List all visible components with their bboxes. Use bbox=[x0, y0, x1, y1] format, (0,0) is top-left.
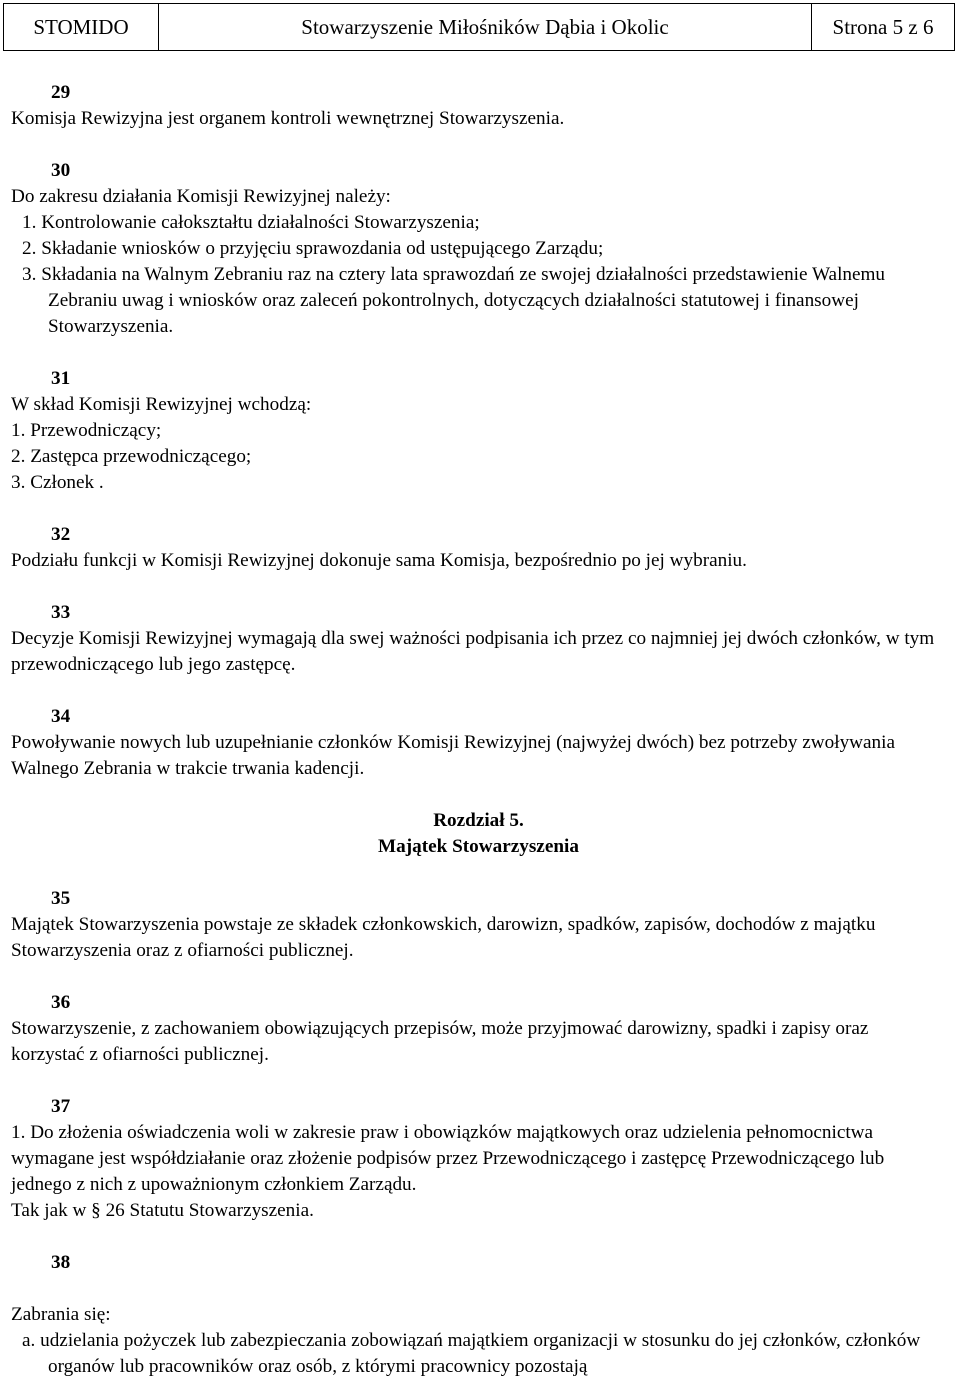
spacer bbox=[11, 1276, 946, 1302]
section-32-text: Podziału funkcji w Komisji Rewizyjnej dokonuje sama Komisja, bezpośrednio po jej wybraniu. bbox=[11, 550, 747, 571]
section-35-number: 35 bbox=[51, 888, 71, 909]
header-organization-name: Stowarzyszenie Miłośników Dąbia i Okolic bbox=[159, 4, 812, 50]
section-30-number: 30 bbox=[51, 160, 71, 181]
section-31-intro: W skład Komisji Rewizyjnej wchodzą: bbox=[11, 394, 312, 415]
header-page-number: Strona 5 z 6 bbox=[832, 14, 934, 39]
document-body bbox=[11, 80, 946, 1380]
section-38-item-a: a. udzielania pożyczek lub zabezpieczania zobowiązań majątkiem organizacji w stosunku do jej członków, członków organów lub pracowników oraz osób, z którymi pracownicy pozostają bbox=[22, 1330, 921, 1377]
section-29-number: 29 bbox=[51, 82, 71, 103]
section-37-note: Tak jak w § 26 Statutu Stowarzyszenia. bbox=[11, 1200, 314, 1221]
section-33-number: 33 bbox=[51, 602, 71, 623]
section-31-number: 31 bbox=[51, 368, 71, 389]
section-36-number: 36 bbox=[51, 992, 71, 1013]
section-38-intro: Zabrania się: bbox=[11, 1304, 111, 1325]
section-31-item-2: 2. Zastępca przewodniczącego; bbox=[11, 446, 252, 467]
section-34-text: Powoływanie nowych lub uzupełnianie członków Komisji Rewizyjnej (najwyżej dwóch) bez potrzeby zwoływania Walnego Zebrania w trakcie trwania kadencji. bbox=[11, 732, 895, 779]
section-34-number: 34 bbox=[51, 706, 71, 727]
section-35-text: Majątek Stowarzyszenia powstaje ze składek członkowskich, darowizn, spadków, zapisów, dochodów z majątku Stowarzyszenia oraz z ofiarności publicznej. bbox=[11, 914, 876, 961]
section-37-number: 37 bbox=[51, 1096, 71, 1117]
section-33-text: Decyzje Komisji Rewizyjnej wymagają dla swej ważności podpisania ich przez co najmniej jej dwóch członków, w tym przewodniczącego lub jego zastępcę. bbox=[11, 628, 935, 675]
chapter-title: Majątek Stowarzyszenia bbox=[378, 836, 579, 857]
spacer bbox=[11, 782, 946, 808]
header-acronym: STOMIDO bbox=[4, 4, 159, 50]
section-31-item-3: 3. Członek . bbox=[11, 472, 104, 493]
section-31-item-1: 1. Przewodniczący; bbox=[11, 420, 162, 441]
section-37-text: 1. Do złożenia oświadczenia woli w zakresie praw i obowiązków majątkowych oraz udzielenia pełnomocnictwa wymagane jest współdziałanie oraz złożenie podpisów przez Przewodniczącego i zastępcę Przewodniczącego lub jednego z nich z upoważnionym członkiem Zarządu. bbox=[11, 1122, 885, 1195]
section-32-number: 32 bbox=[51, 524, 71, 545]
section-30-item-1: 1. Kontrolowanie całokształtu działalności Stowarzyszenia; bbox=[22, 212, 480, 233]
section-29-text: Komisja Rewizyjna jest organem kontroli wewnętrznej Stowarzyszenia. bbox=[11, 108, 565, 129]
section-36-text: Stowarzyszenie, z zachowaniem obowiązujących przepisów, może przyjmować darowizny, spadki i zapisy oraz korzystać z ofiarności publicznej. bbox=[11, 1018, 869, 1065]
page-header bbox=[3, 3, 955, 51]
chapter-label: Rozdział 5. bbox=[433, 810, 524, 831]
section-38-number: 38 bbox=[51, 1252, 71, 1273]
section-30-intro: Do zakresu działania Komisji Rewizyjnej należy: bbox=[11, 186, 391, 207]
section-30-item-2: 2. Składanie wniosków o przyjęciu sprawozdania od ustępującego Zarządu; bbox=[22, 238, 604, 259]
section-30-item-3: 3. Składania na Walnym Zebraniu raz na cztery lata sprawozdań ze swojej działalności przedstawienie Walnemu Zebraniu uwag i wniosków oraz zaleceń pokontrolnych, dotyczących działalności statutowej i finansowej Stowarzyszenia. bbox=[22, 264, 886, 337]
